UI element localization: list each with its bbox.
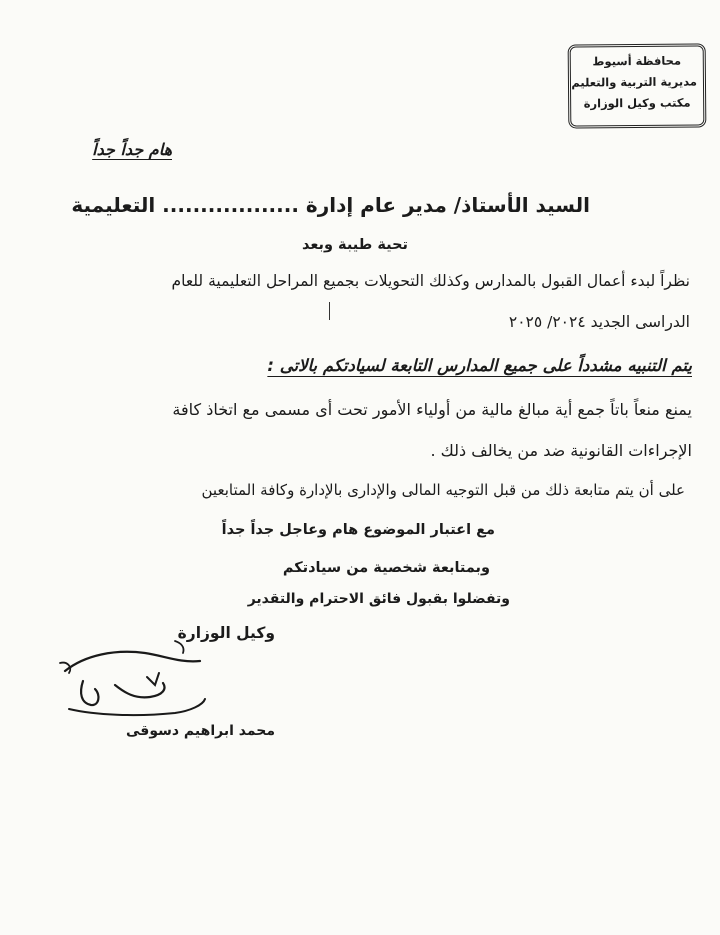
stamp-directorate: مديرية التربية والتعليم xyxy=(571,74,698,90)
signatory-name: محمد ابراهيم دسوقى xyxy=(125,723,275,739)
followup-line: على أن يتم متابعة ذلك من قبل التوجيه المالى والإدارى بالإدارة وكافة المتابعين xyxy=(201,481,685,499)
prohibition-line-2: الإجراءات القانونية ضد من يخالف ذلك . xyxy=(430,441,692,460)
stamp-office: مكتب وكيل الوزارة xyxy=(583,95,691,111)
office-stamp-box xyxy=(568,43,707,128)
closing-line-1: مع اعتبار الموضوع هام وعاجل جداً جداً xyxy=(221,522,495,538)
closing-line-2: وبمتابعة شخصية من سيادتكم xyxy=(282,560,490,576)
addressee-line: السيد الأستاذ/ مدير عام إدارة .................. التعليمية xyxy=(71,193,590,217)
ink-mark xyxy=(329,302,330,320)
urgent-label: هام جداً جداً xyxy=(92,140,172,159)
stamp-governorate: محافظة أسيوط xyxy=(592,53,682,69)
warning-heading: يتم التنبيه مشدداً على جميع المدارس التابعة لسيادتكم بالاتى : xyxy=(267,356,692,375)
greeting-line: تحية طيبة وبعد xyxy=(301,237,408,253)
signatory-title: وكيل الوزارة xyxy=(177,624,275,642)
handwritten-signature xyxy=(55,633,215,723)
intro-line-2: الدراسى الجديد ٢٠٢٤/ ٢٠٢٥ xyxy=(508,313,690,331)
closing-line-3: وتفضلوا بقبول فائق الاحترام والتقدير xyxy=(247,591,510,607)
intro-line-1: نظراً لبدء أعمال القبول بالمدارس وكذلك التحويلات بجميع المراحل التعليمية للعام xyxy=(171,272,690,290)
prohibition-line-1: يمنع منعاً باتاً جمع أية مبالغ مالية من أولياء الأمور تحت أى مسمى مع اتخاذ كافة xyxy=(172,400,692,419)
